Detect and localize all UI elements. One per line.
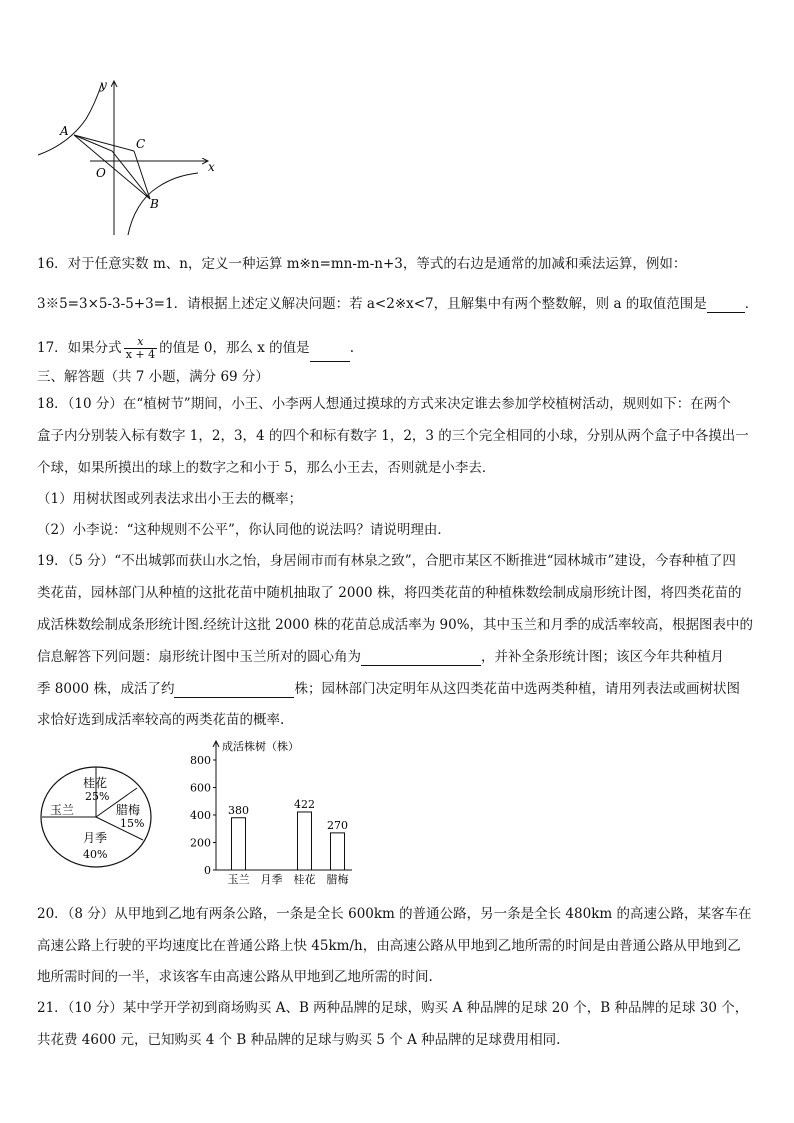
- bar-data-label: 380: [228, 803, 249, 817]
- q21-line1: 21．（10 分）某中学开学初到商场购买 A、B 两种品牌的足球，购买 A 种品牌的足球 20 个，B 种品牌的足球 30 个，: [37, 1000, 749, 1016]
- q17-fraction: [124, 336, 157, 361]
- bar-category-label: 桂花: [293, 873, 316, 886]
- bar-y-tick-label: 600: [190, 781, 211, 795]
- q19-line2: 类花苗，园林部门从种植的这批花苗中随机抽取了 2000 株，将四类花苗的种植株数绘制成扇形统计图，将四类花苗的: [37, 585, 742, 601]
- q19-survival-blank[interactable]: [174, 683, 294, 698]
- bar-category-label: 月季: [260, 873, 283, 886]
- bar-chart: [180, 738, 370, 888]
- q17-line: [37, 334, 354, 362]
- q16-line1: 16．对于任意实数 m、n，定义一种运算 m※n=mn-m-n+3，等式的右边是通常的加减和乘法运算，例如：: [37, 256, 687, 272]
- q19-line1: 19．（5 分）“不出城郭而获山水之怡，身居闹市而有林泉之致”，合肥市某区不断推进“园林城市”建设，今春种植了四: [37, 553, 736, 569]
- q18-line3: 个球，如果所摸出的球上的数字之和小于 5，那么小王去，否则就是小李去．: [37, 460, 496, 476]
- q21-line2: 共花费 4600 元，已知购买 4 个 B 种品牌的足球与购买 5 个 A 种品牌的足球费用相同.: [37, 1032, 561, 1048]
- bar-y-tick-label: 800: [190, 754, 211, 767]
- q19-line5-b: 株；园林部门决定明年从这四类花苗中选两类种植，请用列表法或画树状图: [294, 681, 740, 697]
- bar-data-label: 422: [294, 797, 315, 811]
- q17-end: .: [349, 340, 354, 356]
- bar: [298, 812, 312, 870]
- bar: [331, 833, 345, 870]
- q20-line1: 20．（8 分）从甲地到乙地有两条公路，一条是全长 600km 的普通公路，另一条是全长 480km 的高速公路，某客车在: [37, 906, 752, 922]
- label-A: A: [60, 124, 69, 138]
- bar-y-tick-label: 200: [190, 836, 211, 850]
- pie-label-guihua: 桂花: [83, 776, 108, 790]
- q20-line3: 地所需时间的一半，求该客车由高速公路从甲地到乙地所需的时间.: [37, 969, 433, 985]
- q19-line3: 成活株数绘制成条形统计图.经统计这批 2000 株的花苗总成活率为 90%，其中玉兰和月季的成活率较高，根据图表中的: [37, 617, 754, 633]
- q16-line2-end: ．: [744, 296, 759, 312]
- q16-line2-text: 3※5=3×5-3-5+3=1．请根据上述定义解决问题：若 a<2※x<7，且解集中有两个整数解，则 a 的取值范围是: [37, 296, 707, 312]
- q19-line5-a: 季 8000 株，成活了约: [37, 681, 175, 697]
- q17-answer-blank[interactable]: [310, 347, 350, 362]
- coordinate-figure: [30, 75, 220, 240]
- pie-pct-yueji: 40%: [83, 848, 108, 861]
- q18-part1: （1）用树状图或列表法求出小王去的概率；: [37, 491, 303, 507]
- bar-data-label: 270: [327, 818, 348, 832]
- q18-line2: 盒子内分别装入标有数字 1，2，3，4 的四个和标有数字 1，2，3 的三个完全相同的小球，分别从两个盒子中各摸出一: [37, 428, 749, 444]
- q17-suffix: 的值是 0，那么 x 的值是: [159, 340, 310, 356]
- label-x: x: [208, 160, 215, 174]
- q19-line5: [37, 680, 740, 698]
- pie-pct-guihua: 25%: [85, 790, 110, 803]
- label-B: B: [150, 197, 159, 211]
- section-heading: 三、解答题（共 7 小题，满分 69 分）: [37, 369, 269, 385]
- pie-label-yueji: 月季: [83, 831, 108, 845]
- hyperbola-left-branch: [38, 83, 102, 155]
- pie-label-yulan: 玉兰: [50, 803, 75, 817]
- hyperbola-right-branch: [128, 173, 198, 235]
- q20-line2: 高速公路上行驶的平均速度比在普通公路上快 45km/h，由高速公路从甲地到乙地所需的时间是由普通公路从甲地到乙: [37, 938, 741, 954]
- q18-part2: （2）小李说：“这种规则不公平”，你认同他的说法吗？请说明理由．: [37, 522, 451, 538]
- q17-prefix: 17．如果分式: [37, 340, 122, 356]
- q17-fraction-numerator: x: [124, 336, 157, 349]
- q16-line2: [37, 295, 758, 313]
- q18-line1: 18．（10 分）在“植树节”期间，小王、小李两人想通过摸球的方式来决定谁去参加学校植树活动，规则如下：在两个: [37, 396, 731, 412]
- bar-y-tick-label: 0: [204, 864, 211, 877]
- q19-line4: [37, 648, 724, 666]
- pie-label-lamei: 腊梅: [116, 803, 141, 817]
- label-C: C: [136, 137, 146, 151]
- q19-angle-blank[interactable]: [361, 651, 481, 666]
- q16-answer-blank[interactable]: [707, 298, 745, 313]
- q19-line4-b: ，并补全条形统计图；该区今年共种植月: [481, 649, 724, 665]
- bar-y-label: 成活株树（株）: [222, 740, 299, 753]
- q19-line6: 求恰好选到成活率较高的两类花苗的概率.: [37, 712, 285, 728]
- pie-chart: [36, 762, 166, 872]
- bar-category-label: 玉兰: [227, 873, 250, 886]
- q19-line4-a: 信息解答下列问题：扇形统计图中玉兰所对的圆心角为: [37, 649, 361, 665]
- q17-fraction-denominator: x + 4: [125, 348, 156, 361]
- pie-pct-lamei: 15%: [120, 817, 145, 830]
- bar: [232, 818, 246, 870]
- bar-y-tick-label: 400: [190, 809, 211, 822]
- bar-category-label: 腊梅: [326, 873, 349, 886]
- label-y: y: [100, 78, 107, 92]
- label-O: O: [96, 166, 106, 180]
